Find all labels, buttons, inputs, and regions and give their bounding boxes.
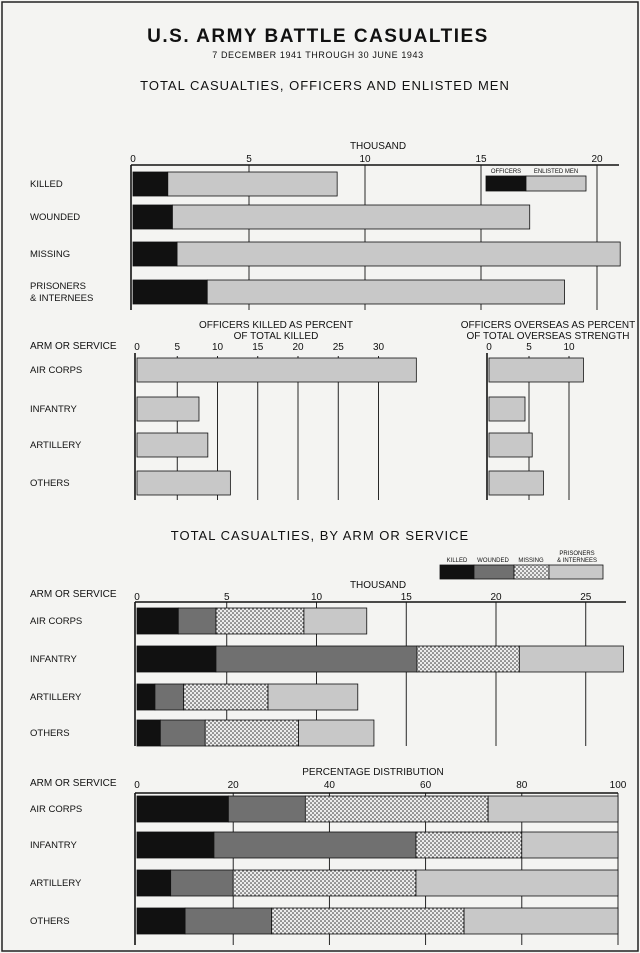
bar-prisoners-internees-0 — [488, 796, 618, 822]
tick-label: 5 — [526, 342, 532, 353]
main-title: U.S. ARMY BATTLE CASUALTIES — [147, 26, 489, 47]
section-title-total: TOTAL CASUALTIES, OFFICERS AND ENLISTED MEN — [140, 78, 510, 93]
main-subtitle: 7 DECEMBER 1941 THROUGH 30 JUNE 1943 — [212, 50, 424, 60]
tick-label: 10 — [563, 342, 575, 353]
tick-label: 15 — [400, 592, 412, 603]
bar-value-1 — [137, 397, 199, 421]
chart-total-casualties — [30, 141, 620, 310]
bar-killed-2 — [137, 870, 171, 896]
bar-prisoners-internees-2 — [416, 870, 618, 896]
legend-swatch-enlisted — [526, 176, 586, 191]
bar-killed-0 — [137, 796, 228, 822]
category-label: ARTILLERY — [30, 878, 82, 889]
category-label: MISSING — [30, 249, 71, 260]
category-label: AIR CORPS — [30, 365, 83, 376]
bar-value-3 — [489, 471, 543, 495]
bar-officers-2 — [133, 242, 177, 266]
bar-officers-0 — [133, 172, 168, 196]
bar-value-0 — [489, 358, 583, 382]
tick-label: 10 — [359, 154, 371, 165]
category-label: WOUNDED — [30, 212, 81, 223]
tick-label: 40 — [323, 780, 335, 791]
bar-prisoners-internees-3 — [464, 908, 618, 934]
bar-wounded-2 — [155, 684, 184, 710]
category-label: AIR CORPS — [30, 616, 83, 627]
legend-swatch-killed — [440, 565, 474, 579]
legend-label-prisoners: & INTERNEES — [556, 558, 598, 564]
tick-label: 15 — [475, 154, 487, 165]
tick-label: 10 — [211, 342, 224, 353]
bar-wounded-1 — [214, 832, 416, 858]
tick-label: 20 — [591, 154, 603, 165]
legend-label-prisoners: PRISONERS — [559, 551, 595, 557]
bar-missing-2 — [233, 870, 416, 896]
bar-value-3 — [137, 471, 230, 495]
bar-officers-3 — [133, 280, 207, 304]
legend-label-killed: KILLED — [446, 558, 468, 564]
tick-label: 25 — [580, 592, 592, 603]
bar-missing-0 — [305, 796, 488, 822]
legend-swatch-missing — [514, 565, 549, 579]
category-label: AIR CORPS — [30, 804, 83, 815]
bar-killed-0 — [137, 608, 178, 634]
chart-subtitle: OFFICERS KILLED AS PERCENT — [199, 320, 353, 331]
bar-killed-2 — [137, 684, 155, 710]
category-label: & INTERNEES — [30, 293, 94, 304]
chart-officers-killed-percent — [30, 320, 416, 500]
category-label: KILLED — [30, 179, 63, 190]
tick-label: 0 — [486, 342, 492, 353]
bar-killed-3 — [137, 720, 160, 746]
legend-swatch-prisoners-internees — [549, 565, 603, 579]
category-label: OTHERS — [30, 728, 70, 739]
category-label: OTHERS — [30, 916, 70, 927]
bar-missing-1 — [416, 832, 522, 858]
bar-missing-2 — [184, 684, 268, 710]
x-axis-label: THOUSAND — [349, 141, 407, 152]
tick-label: 20 — [490, 592, 502, 603]
chart-subtitle: OF TOTAL KILLED — [233, 331, 319, 342]
bar-killed-1 — [137, 646, 216, 672]
legend-label-missing: MISSING — [518, 558, 544, 564]
bar-killed-1 — [137, 832, 214, 858]
bar-killed-3 — [137, 908, 185, 934]
bar-enlisted-men-1 — [172, 205, 529, 229]
legend-label-enlisted: ENLISTED MEN — [533, 169, 579, 175]
bar-enlisted-men-3 — [207, 280, 564, 304]
y-axis-label: ARM OR SERVICE — [30, 589, 117, 600]
y-axis-label: ARM OR SERVICE — [30, 341, 117, 352]
chart-percentage-distribution — [30, 767, 627, 945]
legend-label-officers: OFFICERS — [490, 169, 522, 175]
x-axis-label: THOUSAND — [349, 580, 407, 591]
tick-label: 0 — [134, 780, 140, 791]
bar-value-2 — [489, 433, 532, 457]
category-label: INFANTRY — [30, 840, 77, 851]
chart-subtitle: OFFICERS OVERSEAS AS PERCENT — [460, 320, 636, 331]
bar-missing-1 — [417, 646, 519, 672]
tick-label: 0 — [134, 592, 140, 603]
bar-wounded-3 — [185, 908, 272, 934]
category-label: PRISONERS — [30, 281, 86, 292]
tick-label: 100 — [609, 780, 627, 791]
tick-label: 0 — [130, 154, 136, 165]
bar-prisoners-internees-2 — [268, 684, 358, 710]
bar-prisoners-internees-0 — [304, 608, 367, 634]
category-label: INFANTRY — [30, 404, 77, 415]
x-axis-label: PERCENTAGE DISTRIBUTION — [302, 767, 444, 778]
bar-wounded-2 — [171, 870, 234, 896]
bar-wounded-1 — [216, 646, 417, 672]
tick-label: 30 — [372, 342, 385, 353]
tick-label: 80 — [516, 780, 528, 791]
bar-missing-0 — [216, 608, 304, 634]
legend-swatch-wounded — [474, 565, 514, 579]
category-label: INFANTRY — [30, 654, 77, 665]
category-label: OTHERS — [30, 478, 70, 489]
bar-officers-1 — [133, 205, 172, 229]
legend-swatch-officers — [486, 176, 526, 191]
tick-label: 60 — [420, 780, 432, 791]
tick-label: 0 — [134, 342, 140, 353]
bar-value-1 — [489, 397, 525, 421]
bar-wounded-0 — [228, 796, 305, 822]
legend-label-wounded: WOUNDED — [477, 558, 509, 564]
bar-prisoners-internees-1 — [519, 646, 623, 672]
bar-missing-3 — [272, 908, 464, 934]
category-label: ARTILLERY — [30, 440, 82, 451]
chart-subtitle: OF TOTAL OVERSEAS STRENGTH — [466, 331, 630, 342]
bar-missing-3 — [205, 720, 298, 746]
y-axis-label: ARM OR SERVICE — [30, 778, 117, 789]
tick-label: 5 — [246, 154, 252, 165]
tick-label: 15 — [252, 342, 264, 353]
tick-label: 10 — [310, 592, 323, 603]
tick-label: 5 — [223, 592, 230, 603]
bar-wounded-3 — [160, 720, 205, 746]
chart-officers-overseas-percent — [461, 320, 635, 500]
section-title-by-arm: TOTAL CASUALTIES, BY ARM OR SERVICE — [170, 528, 470, 543]
tick-label: 5 — [174, 342, 181, 353]
bar-prisoners-internees-1 — [522, 832, 618, 858]
tick-label: 20 — [292, 342, 304, 353]
bar-wounded-0 — [178, 608, 216, 634]
bar-enlisted-men-2 — [177, 242, 620, 266]
category-label: ARTILLERY — [30, 692, 82, 703]
tick-label: 20 — [227, 780, 239, 791]
bar-prisoners-internees-3 — [299, 720, 374, 746]
tick-label: 25 — [332, 342, 344, 353]
bar-enlisted-men-0 — [168, 172, 337, 196]
chart-casualties-by-arm — [30, 551, 626, 746]
bar-value-0 — [137, 358, 416, 382]
bar-value-2 — [137, 433, 208, 457]
